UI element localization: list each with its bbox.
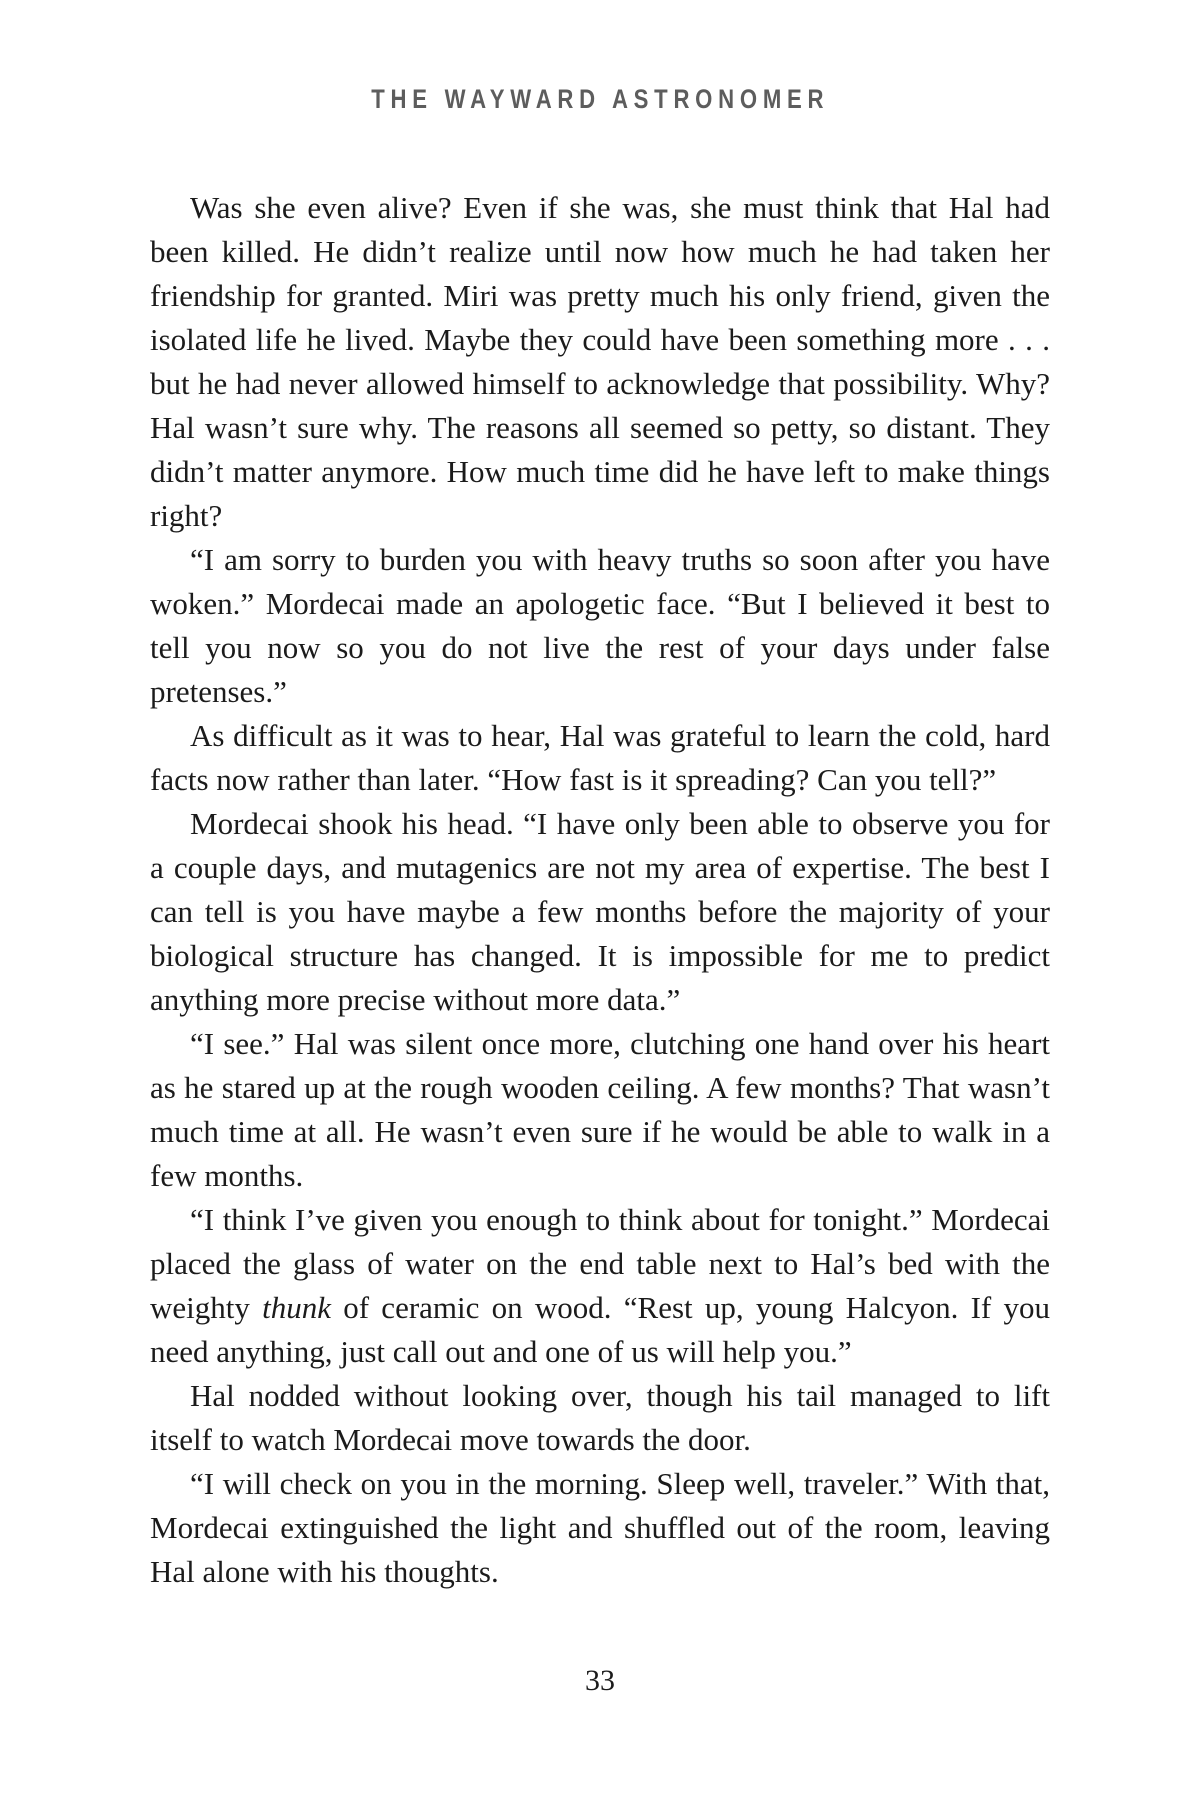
paragraph-2: “I am sorry to burden you with heavy truths so soon after you have woken.” Mordecai made an apologetic face. “But I believed it best to tell you now so you do not live the rest of your days under false pretenses.” [150, 542, 1050, 709]
paragraph-1: Was she even alive? Even if she was, she must think that Hal had been killed. He didn’t realize until now how much he had taken her friendship for granted. Miri was pretty much his only friend, given the isolated life he lived. Maybe they could have been something more . . . but he had never allowed himself to acknowledge that possibility. Why? Hal wasn’t sure why. The reasons all seemed so petty, so distant. They didn’t matter anymore. How much time did he have left to make things right? [150, 190, 1050, 533]
paragraph-6-run-1: “I think I’ve given you enough to think about for tonight.” Mordecai placed the glass of water on the end table next to Hal’s bed with the weighty [150, 1202, 1050, 1325]
paragraph-7: Hal nodded without looking over, though his tail managed to lift itself to watch Mordecai move towards the door. [150, 1378, 1050, 1457]
body-text [150, 186, 1050, 1594]
paragraph-6-run-2: of ceramic on wood. “Rest up, young Halcyon. If you need anything, just call out and one of us will help you.” [150, 1290, 1050, 1369]
paragraph-6-italic-word: thunk [262, 1290, 331, 1325]
paragraph-5: “I see.” Hal was silent once more, clutching one hand over his heart as he stared up at the rough wooden ceiling. A few months? That wasn’t much time at all. He wasn’t even sure if he would be able to walk in a few months. [150, 1026, 1050, 1193]
paragraph-4: Mordecai shook his head. “I have only been able to observe you for a couple days, and mutagenics are not my area of expertise. The best I can tell is you have maybe a few months before the majority of your biological structure has changed. It is impossible for me to predict anything more precise without more data.” [150, 806, 1050, 1017]
page-number: 33 [585, 1664, 615, 1697]
running-head [0, 84, 1200, 115]
paragraph-3: As difficult as it was to hear, Hal was grateful to learn the cold, hard facts now rather than later. “How fast is it spreading? Can you tell?” [150, 718, 1050, 797]
paragraph-8: “I will check on you in the morning. Sleep well, traveler.” With that, Mordecai extinguished the light and shuffled out of the room, leaving Hal alone with his thoughts. [150, 1466, 1050, 1589]
book-title-header: THE WAYWARD ASTRONOMER [371, 84, 829, 114]
paragraph-6 [150, 1198, 1050, 1374]
